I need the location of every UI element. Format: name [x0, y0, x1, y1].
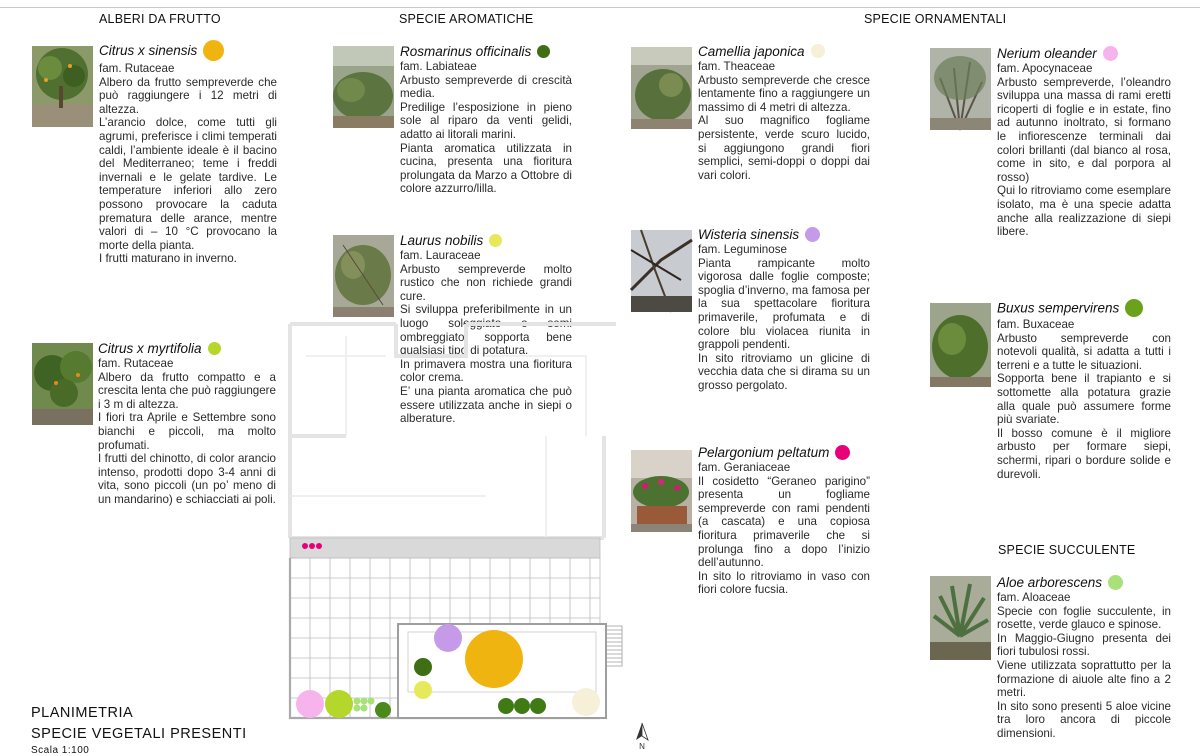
plant-family: fam. Apocynaceae — [997, 62, 1093, 75]
section-title-alberi: ALBERI DA FRUTTO — [99, 12, 221, 26]
plant-family: fam. Leguminose — [698, 243, 787, 256]
entry-pelargonium — [698, 445, 870, 597]
plant-description: Albero da frutto compatto e a crescita lenta che può raggiungere i 3 m di altezza. I fiori tra Aprile e Settembre sono bianchi e piccoli, ma molto profumati. I frutti del chinotto, di color arancio intenso, prodotti dopo 3-4 anni di vita, sono piccoli (un po’ meno di un mandarino) e schiacciati ai poli. — [98, 370, 276, 506]
plan-marker-pelargonium — [309, 543, 315, 549]
plan-stairs — [606, 626, 622, 666]
photo-pelargonium — [631, 450, 692, 532]
plan-marker-buxus — [514, 698, 530, 714]
section-title-aromatiche: SPECIE AROMATICHE — [399, 12, 534, 26]
plant-family: fam. Rutaceae — [99, 62, 175, 75]
color-dot-aloe — [1108, 575, 1123, 590]
entry-camellia — [698, 44, 870, 182]
entry-rosmarinus — [400, 44, 572, 196]
color-dot-wisteria — [805, 227, 820, 242]
plant-name: Wisteria sinensis — [698, 227, 800, 242]
photo-wisteria — [631, 230, 692, 312]
plant-family: fam. Rutaceae — [98, 357, 174, 370]
plan-marker-aloe — [354, 698, 361, 705]
plant-description: Arbusto sempreverde di crescità media. Predilige l’esposizione in pieno sole al riparo da venti gelidi, adatto ai litorali marini. Pianta aromatica utilizzata in cucina, presenta una fioritura prolungata da Marzo a Ottobre di colore azzurro/lilla. — [400, 73, 572, 196]
plant-name: Rosmarinus officinalis — [400, 44, 532, 59]
color-dot-laurus — [489, 234, 502, 247]
plant-family: fam. Lauraceae — [400, 249, 481, 262]
photo-aloe — [930, 576, 991, 660]
legend-title-planimetria: PLANIMETRIA — [31, 705, 134, 721]
plan-marker-aloe — [361, 705, 368, 712]
plan-marker-nerium — [296, 690, 324, 718]
plant-name: Laurus nobilis — [400, 233, 484, 248]
floor-plan — [286, 316, 636, 750]
color-dot-buxus — [1125, 299, 1143, 317]
color-dot-camellia — [811, 44, 825, 58]
entry-buxus — [997, 300, 1171, 481]
photo-rosmarinus — [333, 46, 394, 128]
plan-marker-buxus — [530, 698, 546, 714]
plan-marker-buxus — [375, 702, 391, 718]
plant-name: Pelargonium peltatum — [698, 445, 830, 460]
entry-citrus-sinensis — [99, 41, 277, 266]
entry-citrus-myrtifolia — [98, 341, 276, 507]
north-label: N — [639, 742, 645, 751]
plant-name: Citrus x sinensis — [99, 43, 198, 59]
plan-grey-band — [290, 538, 600, 558]
entry-aloe — [997, 575, 1171, 741]
north-arrow-icon — [632, 722, 652, 750]
plant-description: Arbusto sempreverde molto rustico che non richiede grandi cure. Si sviluppa preferibilmente in un luogo soleggiato o semi ombreggiato; sopporta bene qualsiasi tipo di potatura. In primavera mostra una fioritura color crema. E’ una pianta aromatica che può essere utilizzata anche in siepi o alberature. — [400, 262, 572, 426]
plan-marker-buxus — [498, 698, 514, 714]
plant-family: fam. Aloaceae — [997, 591, 1071, 604]
color-dot-nerium — [1103, 46, 1118, 61]
legend-scale: Scala 1:100 — [31, 745, 90, 756]
top-divider — [0, 7, 1200, 8]
plan-marker-aloe — [354, 705, 361, 712]
plan-marker-aloe — [368, 698, 375, 705]
plant-name: Aloe arborescens — [997, 575, 1103, 590]
plan-marker-pelargonium — [316, 543, 322, 549]
legend-title-specie: SPECIE VEGETALI PRESENTI — [31, 726, 247, 742]
plant-family: fam. Buxaceae — [997, 318, 1075, 331]
plant-family: fam. Labiateae — [400, 60, 477, 73]
plan-marker-citrus-sinensis — [465, 630, 523, 688]
plan-marker-laurus — [414, 681, 432, 699]
photo-citrus-myrtifolia — [32, 343, 93, 425]
plant-name: Nerium oleander — [997, 46, 1097, 61]
plan-marker-aloe — [361, 698, 368, 705]
plan-marker-wisteria — [434, 624, 462, 652]
plant-description: Arbusto sempreverde che cresce lentamente fino a raggiungere un massimo di 4 metri di altezza. Al suo magnifico fogliame persistente, verde scuro lucido, si aggiungono grandi fiori semplici, semi-doppi o doppi dai vari colori. — [698, 73, 870, 182]
plant-name: Citrus x myrtifolia — [98, 341, 202, 356]
photo-citrus-sinensis — [32, 46, 93, 127]
plant-name: Camellia japonica — [698, 44, 805, 59]
photo-camellia — [631, 47, 692, 129]
plant-description: Specie con foglie succulente, in rosette, verde glauco e spinose. In Maggio-Giugno presenta dei fiori tubulosi rossi. Viene utilizzata soprattutto per la formazione di aiuole alte fino a 2 metri. In sito sono presenti 5 aloe vicine tra loro ancora di piccole dimensioni. — [997, 604, 1171, 740]
plan-marker-citrus-myrtifolia — [325, 690, 353, 718]
entry-nerium — [997, 46, 1171, 239]
color-dot-rosmarinus — [537, 45, 550, 58]
color-dot-pelargonium — [835, 445, 850, 460]
entry-wisteria — [698, 227, 870, 393]
plant-name: Buxus sempervirens — [997, 300, 1120, 316]
plant-family: fam. Geraniaceae — [698, 461, 791, 474]
plant-description: Il cosidetto “Geraneo parigino” presenta un fogliame sempreverde con rami pendenti (a cascata) e una copiosa fioritura primaverile che si prolunga fino a dopo l’inizio dell’autunno. In sito lo ritroviamo in vaso con fiori colore fucsia. — [698, 474, 870, 597]
plan-marker-rosmarinus — [414, 658, 432, 676]
color-dot-citrus-myrtifolia — [208, 342, 221, 355]
plan-marker-camellia — [572, 688, 600, 716]
plant-description: Arbusto sempreverde con notevoli qualità, si adatta a tutti i terreni e a tutte le situazioni. Sopporta bene il trapianto e si sottomette alla potatura grazie alla quale può assumere forme più svariate. Il bosso comune è il migliore arbusto per formare siepi, schermi, ripari o bordure solide e durevoli. — [997, 331, 1171, 481]
plant-description: Albero da frutto sempreverde che può raggiungere i 12 metri di altezza. L’arancio dolce, come tutti gli agrumi, preferisce i climi temperati caldi, l’ambiente ideale è il bacino del Mediterraneo; teme i freddi invernali e le gelate tardive. Le temperature inferiori allo zero possono provocare la caduta prematura delle arance, mentre valori di – 10 °C provocano la morte della pianta. I frutti maturano in inverno. — [99, 75, 277, 266]
photo-nerium — [930, 48, 991, 130]
plan-marker-pelargonium — [302, 543, 308, 549]
photo-laurus — [333, 235, 394, 317]
plant-description: Arbusto sempreverde, l’oleandro sviluppa una massa di rami eretti ricoperti di foglie e in estate, fino ad autunno inoltrato, si formano le infiorescenze terminali dai colori brillanti (dal bianco al rosa, come in sito, e dal porpora al rosso) Qui lo ritroviamo come esemplare isolato, ma è una specie adatta anche alla realizzazione di siepi libere. — [997, 75, 1171, 239]
section-title-succulente: SPECIE SUCCULENTE — [998, 543, 1136, 557]
plant-description: Pianta rampicante molto vigorosa dalle foglie composte; spoglia d’inverno, ma famosa per la sua spettacolare fioritura primaverile, profumata e di colore blu violacea riunita in grappoli pendenti. In sito ritroviamo un glicine di vecchia data che si dirama su un grosso pergolato. — [698, 256, 870, 392]
plant-family: fam. Theaceae — [698, 60, 776, 73]
color-dot-citrus-sinensis — [203, 40, 224, 61]
photo-buxus — [930, 303, 991, 387]
section-title-ornamentali: SPECIE ORNAMENTALI — [864, 12, 1007, 26]
